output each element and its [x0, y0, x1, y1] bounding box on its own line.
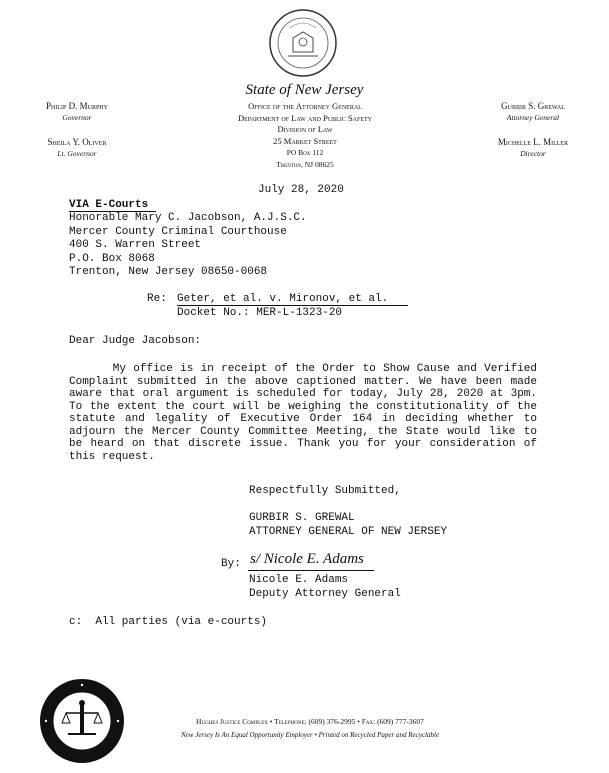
office-line: 25 Market Street	[273, 135, 337, 146]
letter-date: July 28, 2020	[258, 184, 344, 196]
state-title: State of New Jersey	[245, 82, 364, 98]
letter-body	[69, 363, 537, 463]
signer-name: Nicole E. Adams	[249, 574, 349, 586]
signer-block-line: GURBIR S. GREWAL	[249, 512, 355, 524]
via-line: VIA E-Courts	[69, 199, 149, 211]
office-line: Department of Law and Public Safety	[237, 112, 373, 123]
addressee-block	[69, 212, 307, 280]
lt-governor-name: Sheila Y. Oliver	[47, 137, 107, 147]
governor-title: Governor	[62, 113, 92, 122]
attorney-general-seal-icon	[38, 677, 126, 765]
office-line: Division of Law	[277, 124, 333, 134]
signature: s/ Nicole E. Adams	[250, 551, 364, 567]
addressee-line: P.O. Box 8068	[69, 252, 155, 265]
re-case: Geter, et al. v. Mironov, et al.	[177, 293, 389, 305]
office-line: Office of the Attorney General	[248, 101, 362, 111]
director-title: Director	[520, 149, 546, 158]
attorney-general-block	[478, 101, 588, 123]
ag-title: Attorney General	[506, 113, 560, 122]
governor-block	[22, 101, 132, 123]
re-label: Re:	[147, 293, 167, 305]
office-line: PO Box 112	[286, 148, 324, 157]
office-address-block	[205, 101, 405, 170]
footer-notice: New Jersey Is An Equal Opportunity Employer • Printed on Recycled Paper and Recyclable	[181, 731, 439, 739]
state-seal-icon	[268, 8, 338, 78]
footer-contact: Hughes Justice Complex • Telephone: (609) 376-2995 • Fax: (609) 777-3607	[196, 717, 424, 726]
ag-name: Gurbir S. Grewal	[501, 101, 565, 111]
salutation: Dear Judge Jacobson:	[69, 335, 202, 347]
closing: Respectfully Submitted,	[249, 485, 401, 497]
signer-block-line: ATTORNEY GENERAL OF NEW JERSEY	[249, 525, 448, 538]
signer-block	[249, 512, 447, 539]
lt-governor-title: Lt. Governor	[57, 149, 97, 158]
re-underline	[177, 305, 408, 306]
addressee-line: Honorable Mary C. Jacobson, A.J.S.C.	[69, 212, 307, 224]
signature-line	[248, 570, 374, 571]
director-block	[478, 137, 588, 159]
addressee-line: 400 S. Warren Street	[69, 239, 202, 251]
by-label: By:	[221, 558, 241, 570]
addressee-line: Mercer County Criminal Courthouse	[69, 225, 287, 238]
signer-info	[249, 574, 401, 601]
director-name: Michelle L. Miller	[497, 137, 569, 147]
cc-line: c: All parties (via e-courts)	[69, 616, 268, 628]
lt-governor-block	[22, 137, 132, 159]
governor-name: Philip D. Murphy	[46, 101, 108, 111]
signer-title: Deputy Attorney General	[249, 587, 401, 600]
letter-body-text: My office is in receipt of the Order to Show Cause and Verified Complaint submitted in the above captioned matter. We have been made aware that oral argument is scheduled for today, July 28, 2020 at 3pm. To the extent the court will be weighing the constitutionality of the statute and legality of Executive Order 164 in deciding whether to adjourn the Mercer County Committee Meeting, the State would like to be heard on that discrete issue. Thank you for your consideration of this request.	[69, 363, 537, 463]
re-docket: Docket No.: MER-L-1323-20	[177, 307, 343, 319]
office-line: Trenton, NJ 08625	[276, 159, 334, 169]
addressee-line: Trenton, New Jersey 08650-0068	[69, 266, 268, 278]
